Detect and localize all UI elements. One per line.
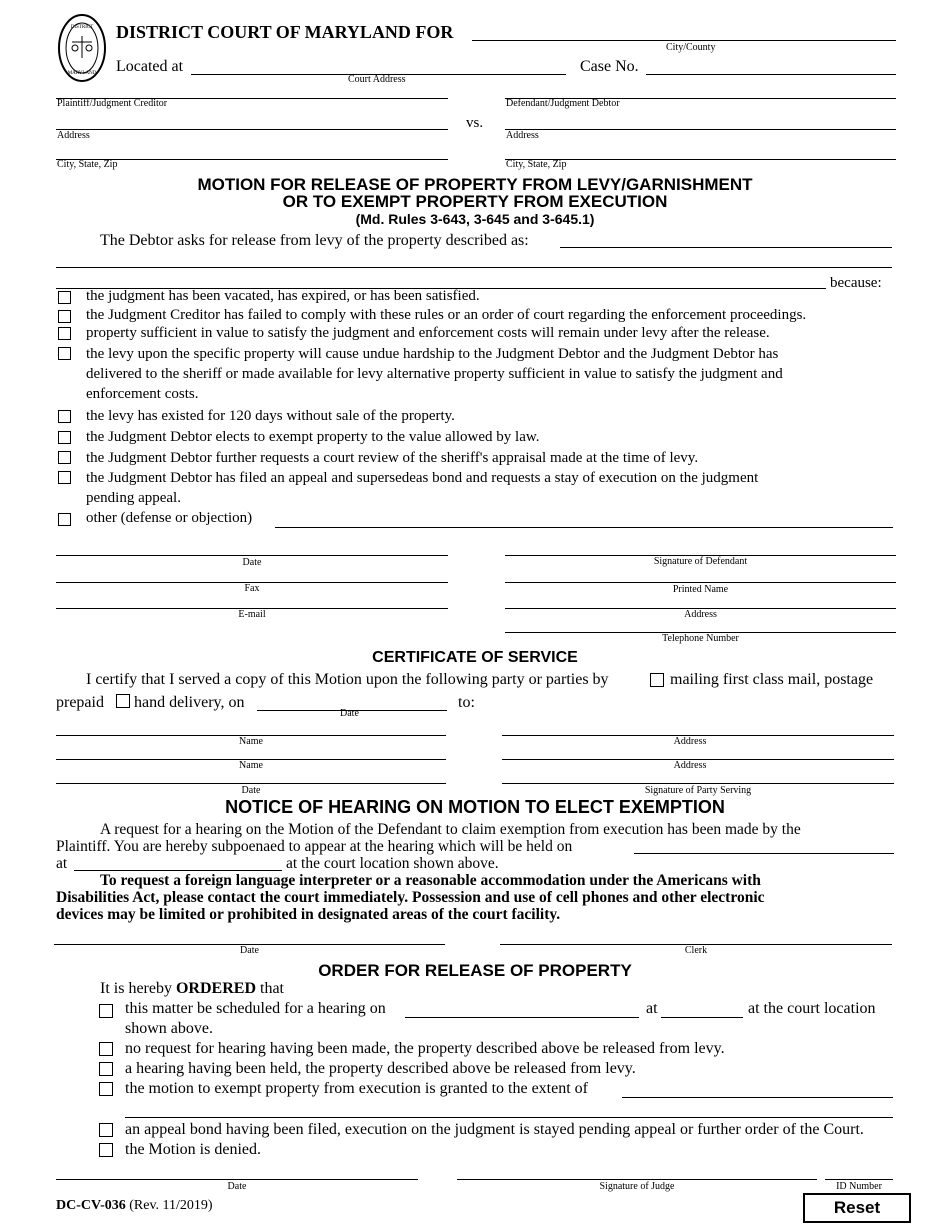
notice-line1: A request for a hearing on the Motion of the Defendant to claim exemption from execution has been made by the <box>100 821 801 838</box>
defendant-city-label: City, State, Zip <box>506 159 567 170</box>
reason-hardship-line1: the levy upon the specific property will cause undue hardship to the Judgment Debtor and the Judgment Debtor has <box>86 346 779 362</box>
served-address-label-1: Address <box>673 736 707 747</box>
judge-id-field[interactable] <box>825 1163 893 1180</box>
notice-ada-line1: To request a foreign language interpreter or a reasonable accommodation under the Americans with <box>100 872 761 889</box>
form-rules: (Md. Rules 3-643, 3-645 and 3-645.1) <box>355 211 595 227</box>
defendant-fax-label: Fax <box>244 583 260 594</box>
order-hearing-shown-above: shown above. <box>125 1020 213 1037</box>
order-exempt-extent-field-2[interactable] <box>125 1101 893 1118</box>
order-intro <box>100 980 284 998</box>
order-checkbox-no-request[interactable] <box>99 1042 113 1056</box>
notice-at-label: at <box>56 855 68 872</box>
property-description-field-3[interactable] <box>56 272 826 289</box>
defendant-email-label: E-mail <box>238 609 266 620</box>
party-serving-signature-field[interactable] <box>502 767 894 784</box>
reason-noncompliance: the Judgment Creditor has failed to comply with these rules or an order of court regarding the enforcement proceedings. <box>86 307 807 323</box>
city-county-field[interactable] <box>472 24 896 41</box>
plaintiff-label: Plaintiff/Judgment Creditor <box>57 98 168 109</box>
plaintiff-address-field[interactable] <box>56 113 448 130</box>
clerk-field[interactable] <box>500 928 892 945</box>
form-revision: (Rev. 11/2019) <box>129 1198 213 1213</box>
certificate-title: CERTIFICATE OF SERVICE <box>372 649 578 666</box>
order-checkbox-denied[interactable] <box>99 1143 113 1157</box>
order-exempt-granted-text: the motion to exempt property from execution is granted to the extent of <box>125 1080 588 1097</box>
defendant-sig-address-label: Address <box>684 609 717 620</box>
order-checkbox-hearing[interactable] <box>99 1004 113 1018</box>
property-description-field[interactable] <box>560 231 892 248</box>
reason-checkbox-exempt[interactable] <box>58 431 71 444</box>
defendant-signature-field[interactable] <box>505 539 896 556</box>
notice-line3: at the court location shown above. <box>286 855 499 872</box>
mailing-checkbox[interactable] <box>650 673 664 687</box>
because-label: because: <box>830 275 882 291</box>
served-name-field-1[interactable] <box>56 719 446 736</box>
defendant-city-field[interactable] <box>505 143 896 160</box>
order-intro-ordered: ORDERED <box>175 980 256 997</box>
defendant-label: Defendant/Judgment Debtor <box>506 98 620 109</box>
order-checkbox-hearing-held[interactable] <box>99 1062 113 1076</box>
to-label: to: <box>458 694 475 711</box>
order-hearing-location: at the court location <box>748 1000 876 1017</box>
order-hearing-text: this matter be scheduled for a hearing on <box>125 1000 386 1017</box>
city-county-label: City/County <box>666 42 716 53</box>
reason-checkbox-120-days[interactable] <box>58 410 71 423</box>
judge-signature-field[interactable] <box>457 1163 817 1180</box>
notice-date-label: Date <box>240 945 259 956</box>
reason-appeal-line1: the Judgment Debtor has filed an appeal and supersedeas bond and requests a stay of execution on the judgment <box>86 470 759 486</box>
reason-checkbox-appraisal-review[interactable] <box>58 451 71 464</box>
order-appeal-bond-text: an appeal bond having been filed, execution on the judgment is stayed pending appeal or further order of the Court. <box>125 1121 864 1138</box>
form-title-line1: MOTION FOR RELEASE OF PROPERTY FROM LEVY/GARNISHMENT <box>197 175 753 194</box>
order-intro-pre: It is hereby <box>100 980 172 997</box>
order-title: ORDER FOR RELEASE OF PROPERTY <box>318 961 632 980</box>
service-sign-date-field[interactable] <box>56 767 446 784</box>
form-id <box>56 1198 213 1214</box>
hand-delivery-checkbox[interactable] <box>116 694 130 708</box>
defendant-field[interactable] <box>505 82 896 99</box>
vs-label: vs. <box>466 115 484 131</box>
located-at-label: Located at <box>116 58 184 75</box>
defendant-date-label: Date <box>242 557 262 568</box>
served-name-field-2[interactable] <box>56 743 446 760</box>
reason-checkbox-other[interactable] <box>58 513 71 526</box>
motion-intro: The Debtor asks for release from levy of the property described as: <box>100 232 529 249</box>
served-name-label-2: Name <box>239 760 263 771</box>
reset-button[interactable]: Reset <box>803 1193 911 1223</box>
defendant-fax-field[interactable] <box>56 566 448 583</box>
notice-ada-line2: Disabilities Act, please contact the court immediately. Possession and use of cell phones and other electronic <box>56 889 765 906</box>
service-sign-date-label: Date <box>241 785 261 796</box>
served-address-field-1[interactable] <box>502 719 894 736</box>
hand-delivery-label: hand delivery, on <box>134 694 245 711</box>
served-address-field-2[interactable] <box>502 743 894 760</box>
prepaid-label: prepaid <box>56 694 104 711</box>
defendant-email-field[interactable] <box>56 592 448 609</box>
form-title-line2: OR TO EXEMPT PROPERTY FROM EXECUTION <box>282 192 668 211</box>
reason-checkbox-vacated[interactable] <box>58 291 71 304</box>
order-denied-text: the Motion is denied. <box>125 1141 261 1158</box>
hearing-time-field[interactable] <box>74 854 282 871</box>
reason-checkbox-noncompliance[interactable] <box>58 310 71 323</box>
reason-exempt: the Judgment Debtor elects to exempt property to the value allowed by law. <box>86 429 540 445</box>
mailing-label: mailing first class mail, postage <box>670 671 874 688</box>
svg-text:MARYLAND: MARYLAND <box>67 71 97 76</box>
plaintiff-address-label: Address <box>57 130 90 141</box>
form-number: DC-CV-036 <box>56 1198 126 1213</box>
order-hearing-date-field[interactable] <box>405 1001 639 1018</box>
defendant-date-field[interactable] <box>56 539 448 556</box>
defendant-address-label: Address <box>506 130 539 141</box>
reason-120-days: the levy has existed for 120 days without sale of the property. <box>86 408 455 424</box>
property-description-field-2[interactable] <box>56 251 892 268</box>
reason-checkbox-appeal[interactable] <box>58 471 71 484</box>
reason-checkbox-hardship[interactable] <box>58 347 71 360</box>
order-hearing-at: at <box>646 1000 658 1017</box>
defendant-address-field[interactable] <box>505 113 896 130</box>
reason-vacated: the judgment has been vacated, has expired, or has been satisfied. <box>86 288 480 304</box>
service-date-label: Date <box>340 708 359 719</box>
order-exempt-extent-field[interactable] <box>622 1081 893 1098</box>
defendant-sig-address-field[interactable] <box>505 592 896 609</box>
reason-appraisal-review: the Judgment Debtor further requests a court review of the sheriff's appraisal made at the time of levy. <box>86 450 699 466</box>
served-address-label-2: Address <box>673 760 707 771</box>
judge-id-label: ID Number <box>836 1181 882 1192</box>
party-serving-signature-label: Signature of Party Serving <box>644 785 752 796</box>
notice-line2: Plaintiff. You are hereby subpoenaed to appear at the hearing which will be held on <box>56 838 573 855</box>
hearing-date-field[interactable] <box>634 837 894 854</box>
order-no-request-text: no request for hearing having been made, the property described above be released from levy. <box>125 1040 725 1057</box>
order-intro-post: that <box>260 980 284 997</box>
notice-ada-line3: devices may be limited or prohibited in designated areas of the court facility. <box>56 906 561 923</box>
certificate-line1: I certify that I served a copy of this Motion upon the following party or parties by <box>86 671 609 688</box>
defendant-printed-name-label: Printed Name <box>672 584 729 595</box>
court-address-field[interactable] <box>191 58 566 75</box>
order-hearing-held-text: a hearing having been held, the property described above be released from levy. <box>125 1060 636 1077</box>
case-no-field[interactable] <box>646 58 896 75</box>
plaintiff-city-field[interactable] <box>56 143 448 160</box>
judge-signature-label: Signature of Judge <box>599 1181 675 1192</box>
svg-text:DISTRICT: DISTRICT <box>70 25 94 30</box>
notice-title: NOTICE OF HEARING ON MOTION TO ELECT EXEMPTION <box>225 797 725 817</box>
served-name-label-1: Name <box>239 736 263 747</box>
reason-checkbox-sufficient-property[interactable] <box>58 327 71 340</box>
plaintiff-field[interactable] <box>56 82 448 99</box>
defendant-signature-label: Signature of Defendant <box>653 556 748 567</box>
clerk-label: Clerk <box>684 945 708 956</box>
defendant-telephone-field[interactable] <box>505 616 896 633</box>
reason-appeal-line2: pending appeal. <box>86 490 181 506</box>
reason-sufficient-property: property sufficient in value to satisfy the judgment and enforcement costs will remain under levy after the release. <box>86 325 770 341</box>
order-checkbox-exempt-granted[interactable] <box>99 1082 113 1096</box>
plaintiff-city-label: City, State, Zip <box>57 159 118 170</box>
reason-hardship-line2: delivered to the sheriff or made available for levy alternative property sufficient in value to satisfy the judgment and <box>86 366 783 382</box>
reason-hardship-line3: enforcement costs. <box>86 386 199 402</box>
order-date-label: Date <box>227 1181 247 1192</box>
other-defense-field[interactable] <box>275 511 893 528</box>
order-date-field[interactable] <box>56 1163 418 1180</box>
order-hearing-time-field[interactable] <box>661 1001 743 1018</box>
court-seal <box>58 14 106 82</box>
order-checkbox-appeal-bond[interactable] <box>99 1123 113 1137</box>
defendant-telephone-label: Telephone Number <box>662 633 739 644</box>
defendant-printed-name-field[interactable] <box>505 566 896 583</box>
court-address-label: Court Address <box>348 74 406 85</box>
court-title: DISTRICT COURT OF MARYLAND FOR <box>116 22 454 42</box>
case-no-label: Case No. <box>580 58 639 75</box>
notice-date-field[interactable] <box>54 928 445 945</box>
reason-other: other (defense or objection) <box>86 510 253 526</box>
